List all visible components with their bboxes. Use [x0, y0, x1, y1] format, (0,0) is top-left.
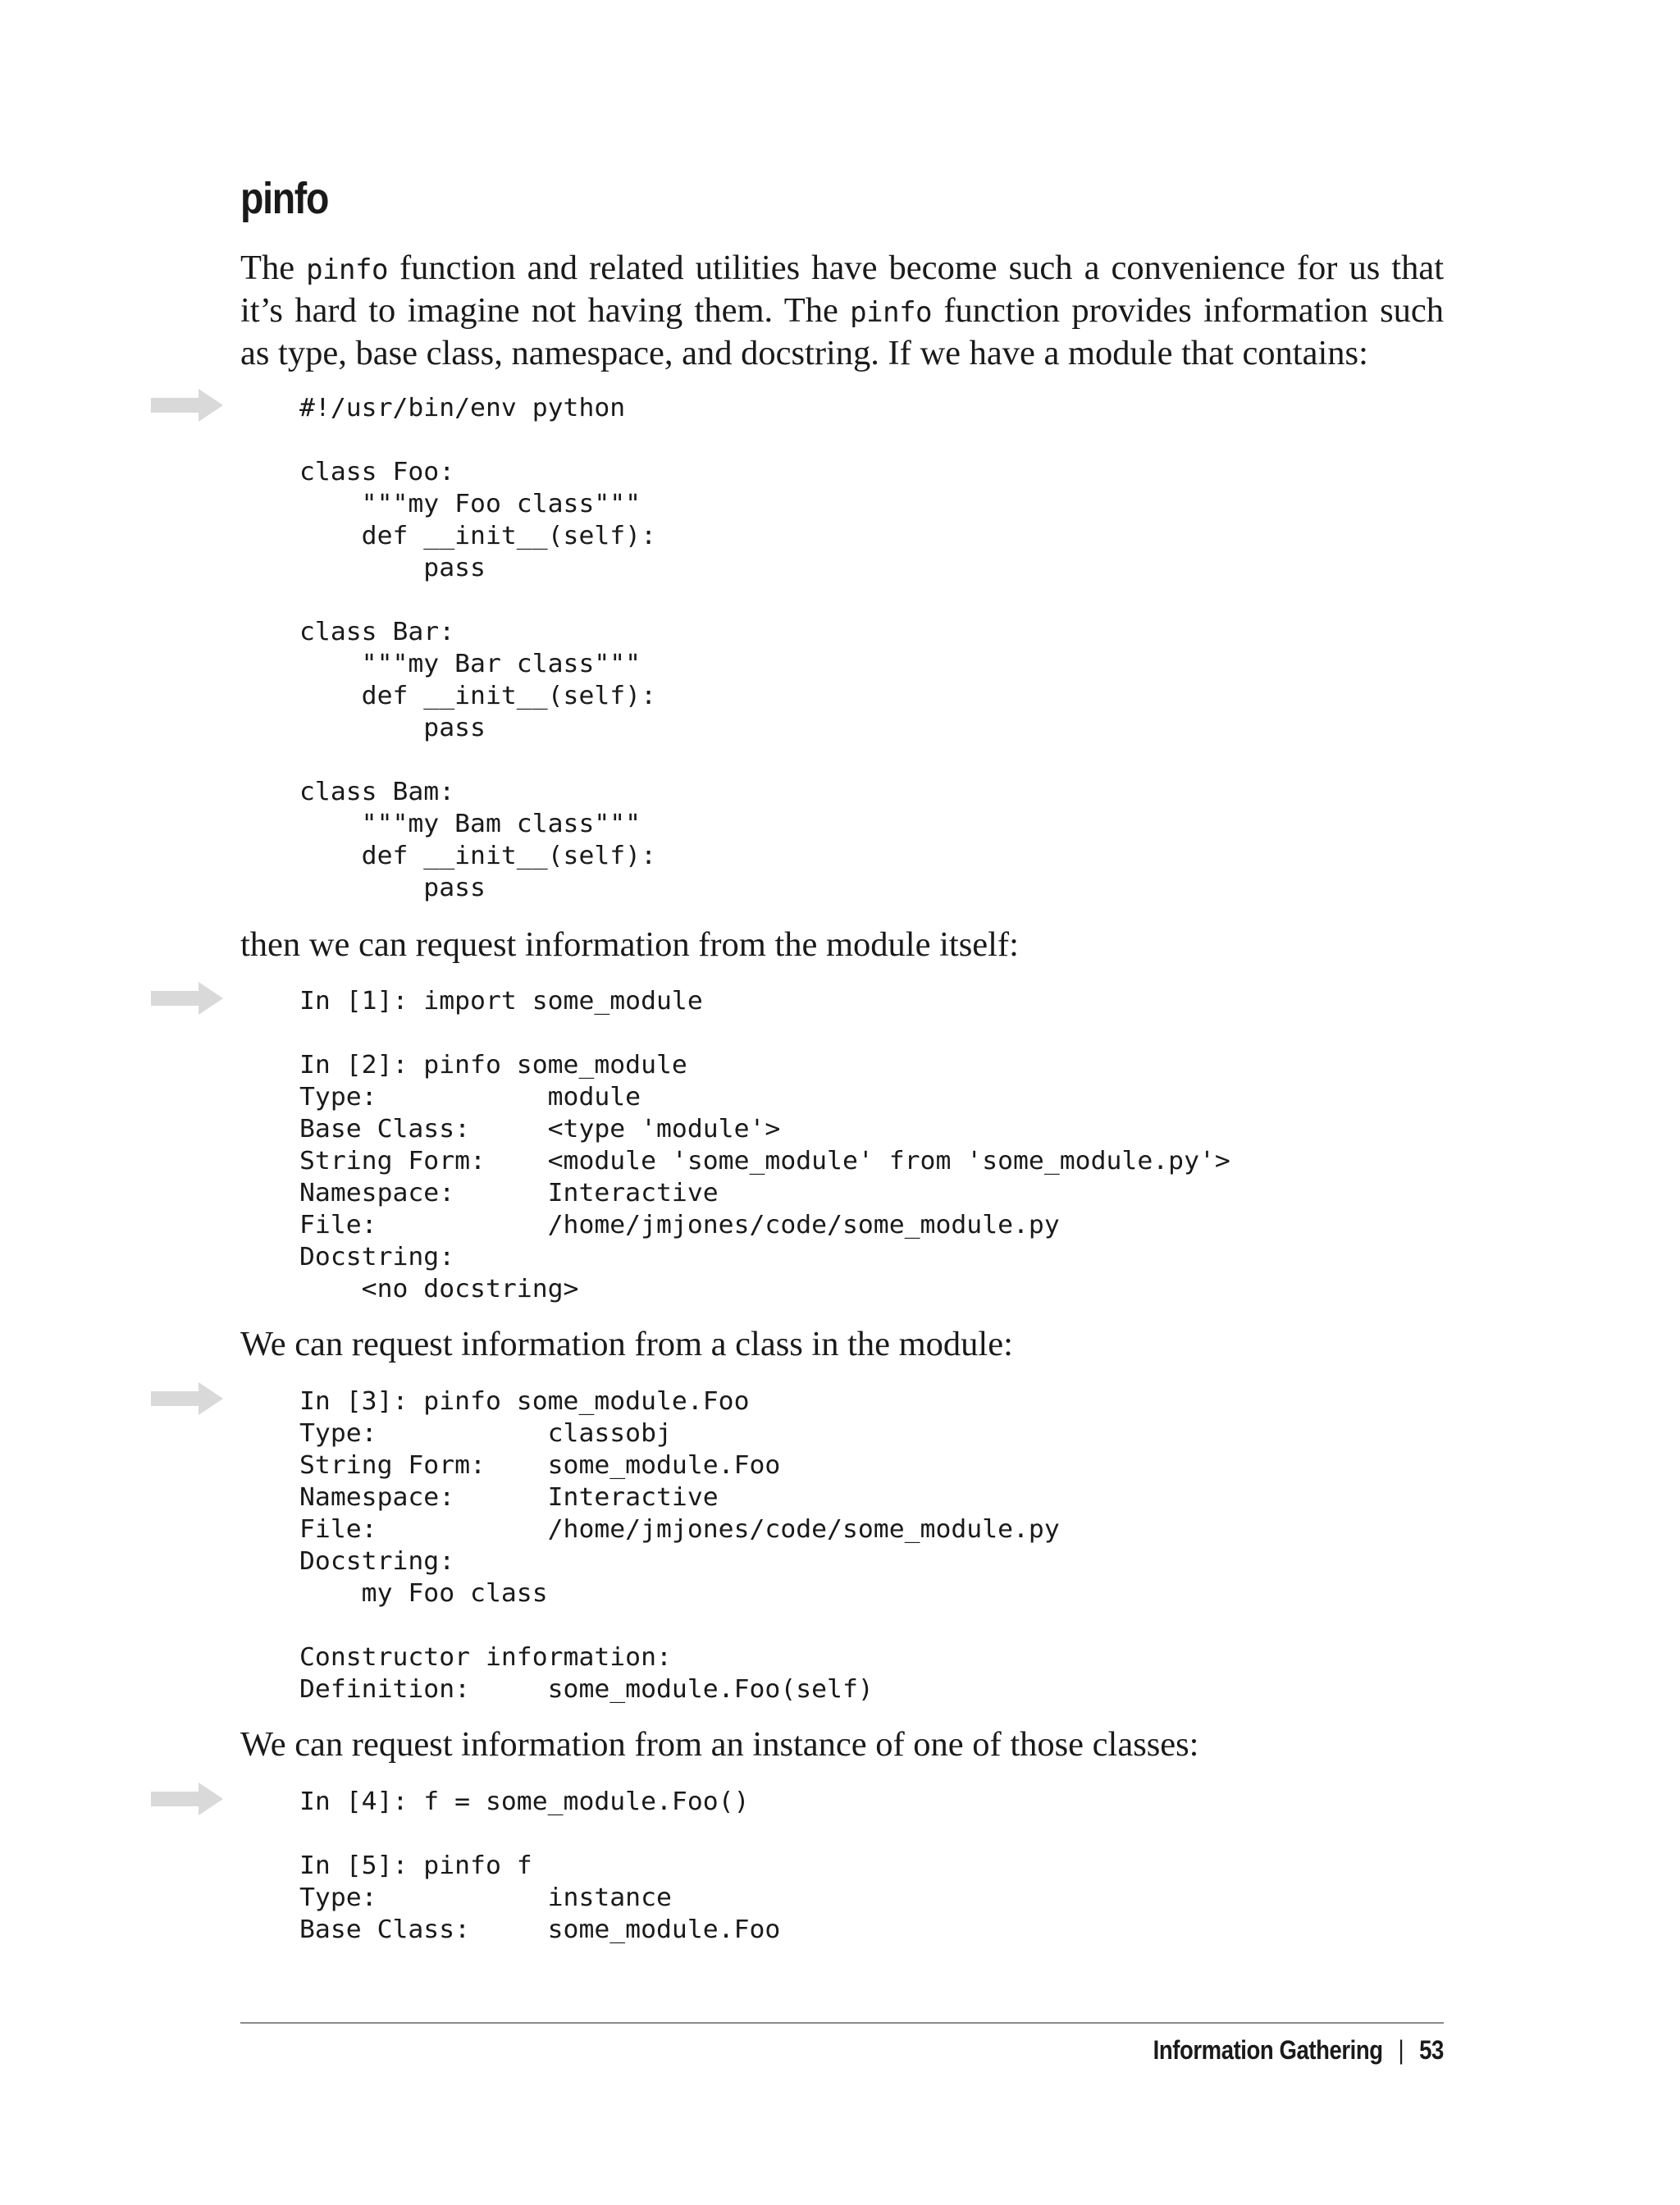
- class-info-paragraph: We can request information from a class in the module:: [240, 1325, 1013, 1363]
- section-heading: pinfo: [240, 174, 329, 223]
- code-line: Namespace: Interactive: [299, 1179, 719, 1208]
- code-line: In [1]: import some_module: [299, 987, 703, 1016]
- code-line: class Bam:: [299, 778, 455, 806]
- right-arrow-icon: [151, 1783, 223, 1815]
- code-line: Base Class: <type 'module'>: [299, 1115, 781, 1144]
- code-line: #!/usr/bin/env python: [299, 394, 626, 422]
- code-line: [299, 744, 656, 776]
- code-line: [299, 1818, 780, 1850]
- code-line: """my Bam class""": [299, 810, 641, 838]
- page-footer: [1153, 2035, 1444, 2066]
- code-line: """my Bar class""": [299, 650, 641, 678]
- code-line: pass: [299, 874, 486, 902]
- right-arrow-icon: [151, 1382, 223, 1415]
- code-line: class Foo:: [299, 458, 455, 486]
- right-arrow-icon: [151, 982, 223, 1015]
- intro-text-3: function provides information such as type, base class, namespace, and docstring. If we have a module that contains:: [240, 291, 1444, 372]
- page-number: 53: [1419, 2035, 1444, 2065]
- code-line: In [4]: f = some_module.Foo(): [299, 1787, 750, 1816]
- code-line: def __init__(self):: [299, 522, 657, 550]
- code-line: [299, 1609, 1060, 1641]
- code-line: [299, 1017, 1230, 1049]
- code-line: String Form: some_module.Foo: [299, 1451, 781, 1480]
- code-block-module-pinfo: [299, 985, 1230, 1305]
- code-block-class-pinfo: [299, 1386, 1060, 1705]
- module-info-paragraph: then we can request information from the module itself:: [240, 925, 1019, 964]
- code-line: File: /home/jmjones/code/some_module.py: [299, 1211, 1060, 1239]
- code-line: In [3]: pinfo some_module.Foo: [299, 1387, 750, 1416]
- footer-separator: |: [1398, 2035, 1404, 2065]
- code-line: def __init__(self):: [299, 842, 657, 870]
- code-line: <no docstring>: [299, 1275, 579, 1303]
- code-line: Definition: some_module.Foo(self): [299, 1675, 874, 1704]
- code-line: Docstring:: [299, 1243, 455, 1271]
- footer-section-title: Information Gathering: [1153, 2035, 1383, 2065]
- code-line: File: /home/jmjones/code/some_module.py: [299, 1515, 1060, 1544]
- footer-divider: [240, 2022, 1444, 2024]
- code-line: Namespace: Interactive: [299, 1483, 719, 1512]
- code-line: """my Foo class""": [299, 490, 641, 518]
- code-line: def __init__(self):: [299, 682, 657, 710]
- inline-code-pinfo: pinfo: [306, 253, 388, 286]
- intro-paragraph: [240, 248, 1444, 373]
- code-line: [299, 584, 656, 616]
- code-block-module-source: [299, 392, 656, 904]
- code-block-instance-pinfo: [299, 1786, 780, 1946]
- code-line: Type: module: [299, 1083, 641, 1112]
- instance-info-paragraph: We can request information from an instance of one of those classes:: [240, 1725, 1199, 1764]
- code-line: [299, 424, 656, 456]
- intro-text-2: function and related utilities have become such a convenience for us that it’s hard to imagine not having them. The: [240, 249, 1444, 330]
- code-line: Docstring:: [299, 1547, 455, 1576]
- code-line: In [2]: pinfo some_module: [299, 1051, 687, 1080]
- code-line: String Form: <module 'some_module' from 'some_module.py'>: [299, 1147, 1230, 1176]
- code-line: Base Class: some_module.Foo: [299, 1915, 781, 1944]
- code-line: In [5]: pinfo f: [299, 1851, 532, 1880]
- inline-code-pinfo: pinfo: [850, 296, 933, 329]
- code-line: class Bar:: [299, 618, 455, 646]
- code-line: my Foo class: [299, 1579, 548, 1608]
- code-line: Type: instance: [299, 1883, 672, 1912]
- code-line: pass: [299, 714, 486, 742]
- code-line: Constructor information:: [299, 1643, 672, 1672]
- intro-text-1: The: [240, 249, 307, 287]
- code-line: Type: classobj: [299, 1419, 672, 1448]
- right-arrow-icon: [151, 389, 223, 422]
- code-line: pass: [299, 554, 486, 582]
